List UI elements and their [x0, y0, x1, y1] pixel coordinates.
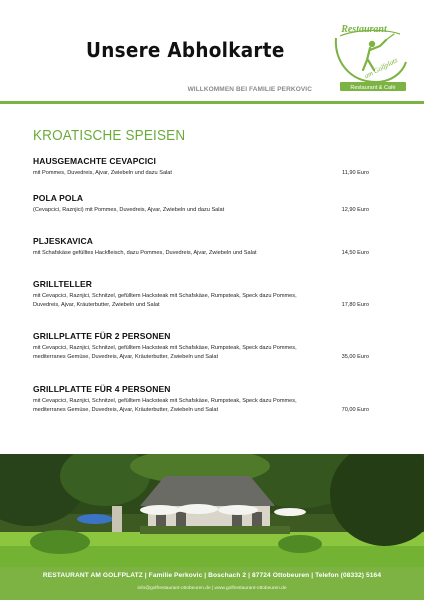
menu-item-price: 14,50 Euro [341, 250, 369, 256]
menu-item-price: 70,00 Euro [341, 407, 369, 413]
menu-item [33, 236, 369, 258]
menu-item [33, 279, 369, 310]
menu-item-name: GRILLTELLER [33, 279, 93, 289]
header [0, 0, 424, 110]
logo-arc-text: am Golfplatz [363, 56, 399, 81]
footer-contact-links[interactable]: info@golfrestaurant-ottobeuren.de | www.golfrestaurant-ottobeuren.de [137, 586, 287, 591]
menu-item-description: mit Schafskäse gefülltes Hackfleisch, dazu Pommes, Duvedreis, Ajvar, Zwiebeln und Salat [33, 250, 257, 256]
menu-item [33, 156, 369, 178]
menu-item-description: mit Cevapcici, Raznjici, Schnitzel, gefülltem Hacksteak mit Schafskäse, Rumpsteak, Speck dazu Pommes, mediterranes Gemüse, Duvedreis, Ajvar, Kräuterbutter, Zwiebeln und Salat [33, 345, 297, 360]
menu-item-description: (Cevapcici, Raznjici) mit Pommes, Duvedreis, Ajvar, Zwiebeln und dazu Salat [33, 207, 225, 213]
menu-item-name: PLJESKAVICA [33, 236, 93, 246]
menu-item [33, 384, 369, 415]
menu-item-price: 17,80 Euro [341, 302, 369, 308]
footer-address: RESTAURANT AM GOLFPLATZ | Familie Perkovic | Boschach 2 | 87724 Ottobeuren | Telefon (08332) 5164 [42, 572, 382, 579]
menu-item-name: GRILLPLATTE FÜR 4 PERSONEN [33, 384, 171, 394]
menu-item-description: mit Cevapcici, Raznjici, Schnitzel, gefülltem Hacksteak mit Schafskäse, Rumpsteak, Speck dazu Pommes, mediterranes Gemüse, Duvedreis, Ajvar, Kräuterbutter, Zwiebeln und Salat [33, 398, 297, 413]
menu-item-name: GRILLPLATTE FÜR 2 PERSONEN [33, 331, 171, 341]
header-divider [0, 101, 424, 104]
menu-item-description: mit Pommes, Duvedreis, Ajvar, Zwiebeln und dazu Salat [33, 170, 172, 176]
menu-item-name: POLA POLA [33, 193, 84, 203]
logo-top-text: Restaurant [341, 24, 387, 35]
page-title: Unsere Abholkarte [86, 38, 285, 62]
menu-item-description: mit Cevapcici, Raznjici, Schnitzel, gefülltem Hacksteak mit Schafskäse, Rumpsteak, Speck dazu Pommes, Duvedreis, Ajvar, Kräuterbutter, Zwiebeln und Salat [33, 293, 297, 308]
restaurant-logo [324, 20, 410, 94]
logo-bottom-text: Restaurant & Café [350, 85, 396, 91]
section-title: KROATISCHE SPEISEN [33, 127, 186, 144]
menu-item-price: 12,90 Euro [341, 207, 369, 213]
menu-item-name: HAUSGEMACHTE CEVAPCICI [33, 156, 156, 166]
menu-item [33, 193, 369, 215]
menu-item [33, 331, 369, 362]
menu-item-price: 35,00 Euro [341, 354, 369, 360]
restaurant-photo [0, 454, 424, 567]
menu-item-price: 11,90 Euro [342, 170, 369, 176]
footer [0, 567, 424, 600]
welcome-subtitle: WILLKOMMEN BEI FAMILIE PERKOVIC [187, 86, 312, 93]
